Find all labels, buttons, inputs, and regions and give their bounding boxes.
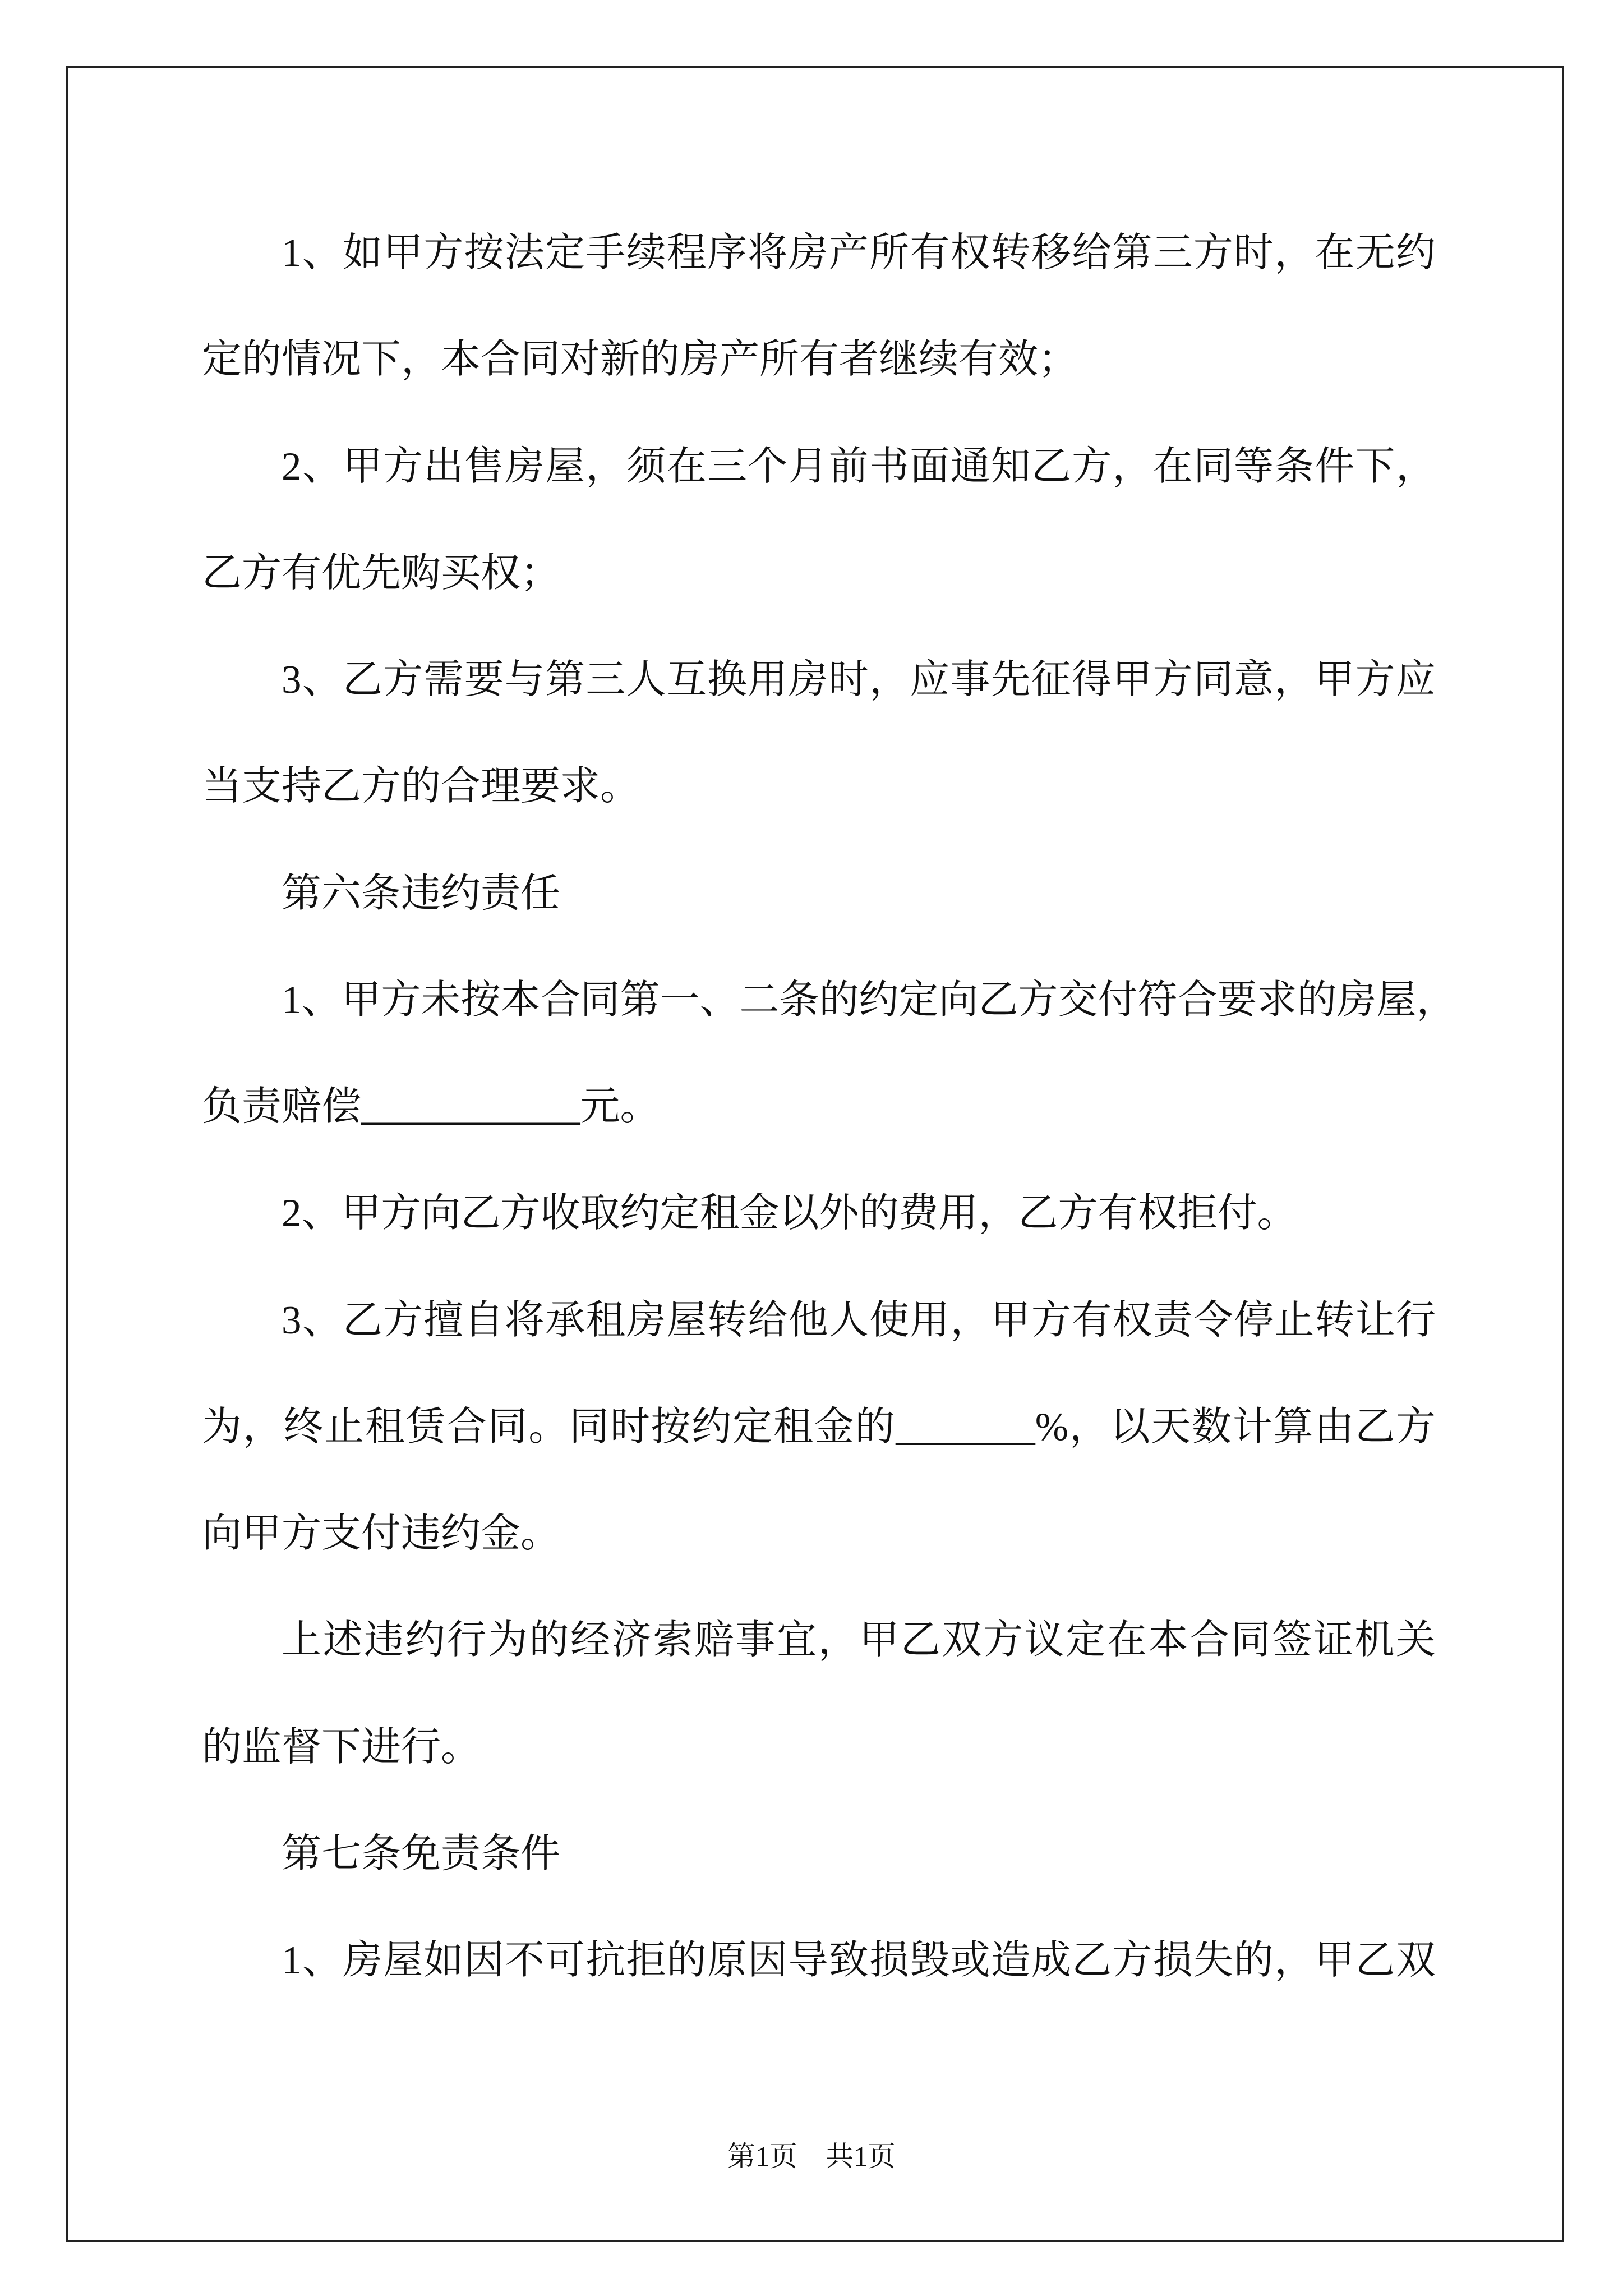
section-heading-text: 第七条免责条件 (282, 1832, 561, 1876)
paragraph-line: 上述违约行为的经济索赔事宜，甲乙双方议定在本合同签证机关 (282, 1618, 1436, 1663)
paragraph-line: 2、甲方向乙方收取约定租金以外的费用，乙方有权拒付。 (282, 1191, 1297, 1236)
paragraph-line: 3、乙方需要与第三人互换用房时，应事先征得甲方同意，甲方应 (282, 658, 1436, 702)
paragraph-line: 负责赔偿___________元。 (202, 1085, 660, 1129)
paragraph-line: 1、房屋如因不可抗拒的原因导致损毁或造成乙方损失的，甲乙双 (282, 1939, 1436, 1982)
page-footer (0, 2134, 1623, 2179)
paragraph-line: 1、甲方未按本合同第一、二条的约定向乙方交付符合要求的房屋， (282, 978, 1456, 1022)
paragraph-line: 当支持乙方的合理要求。 (202, 765, 640, 809)
paragraph-line: 乙方有优先购买权； (202, 551, 561, 595)
paragraph (202, 200, 1436, 413)
page-total: 共1页 (826, 2141, 896, 2172)
paragraph (202, 1267, 1436, 1588)
paragraph (202, 1160, 1436, 1267)
paragraph (202, 413, 1436, 627)
paragraph (202, 947, 1456, 1161)
section-heading (202, 1801, 1436, 1907)
page-number: 第1页 (727, 2141, 797, 2172)
paragraph (202, 1587, 1436, 1801)
paragraph (202, 1907, 1436, 2014)
paragraph (202, 627, 1436, 840)
section-heading-text: 第六条违约责任 (282, 871, 561, 915)
paragraph-line: 为，终止租赁合同。同时按约定租金的_______%，以天数计算由乙方 (202, 1405, 1436, 1449)
paragraph-line: 1、如甲方按法定手续程序将房产所有权转移给第三方时，在无约 (282, 231, 1436, 275)
paragraph-line: 2、甲方出售房屋，须在三个月前书面通知乙方，在同等条件下， (282, 444, 1436, 489)
paragraph-line: 定的情况下，本合同对新的房产所有者继续有效； (202, 338, 1078, 382)
paragraph-line: 的监督下进行。 (202, 1725, 481, 1769)
paragraph-line: 向甲方支付违约金。 (202, 1512, 561, 1556)
section-heading (202, 840, 1436, 947)
paragraph-line: 3、乙方擅自将承租房屋转给他人使用，甲方有权责令停止转让行 (282, 1298, 1436, 1342)
contract-text (202, 200, 1456, 2014)
